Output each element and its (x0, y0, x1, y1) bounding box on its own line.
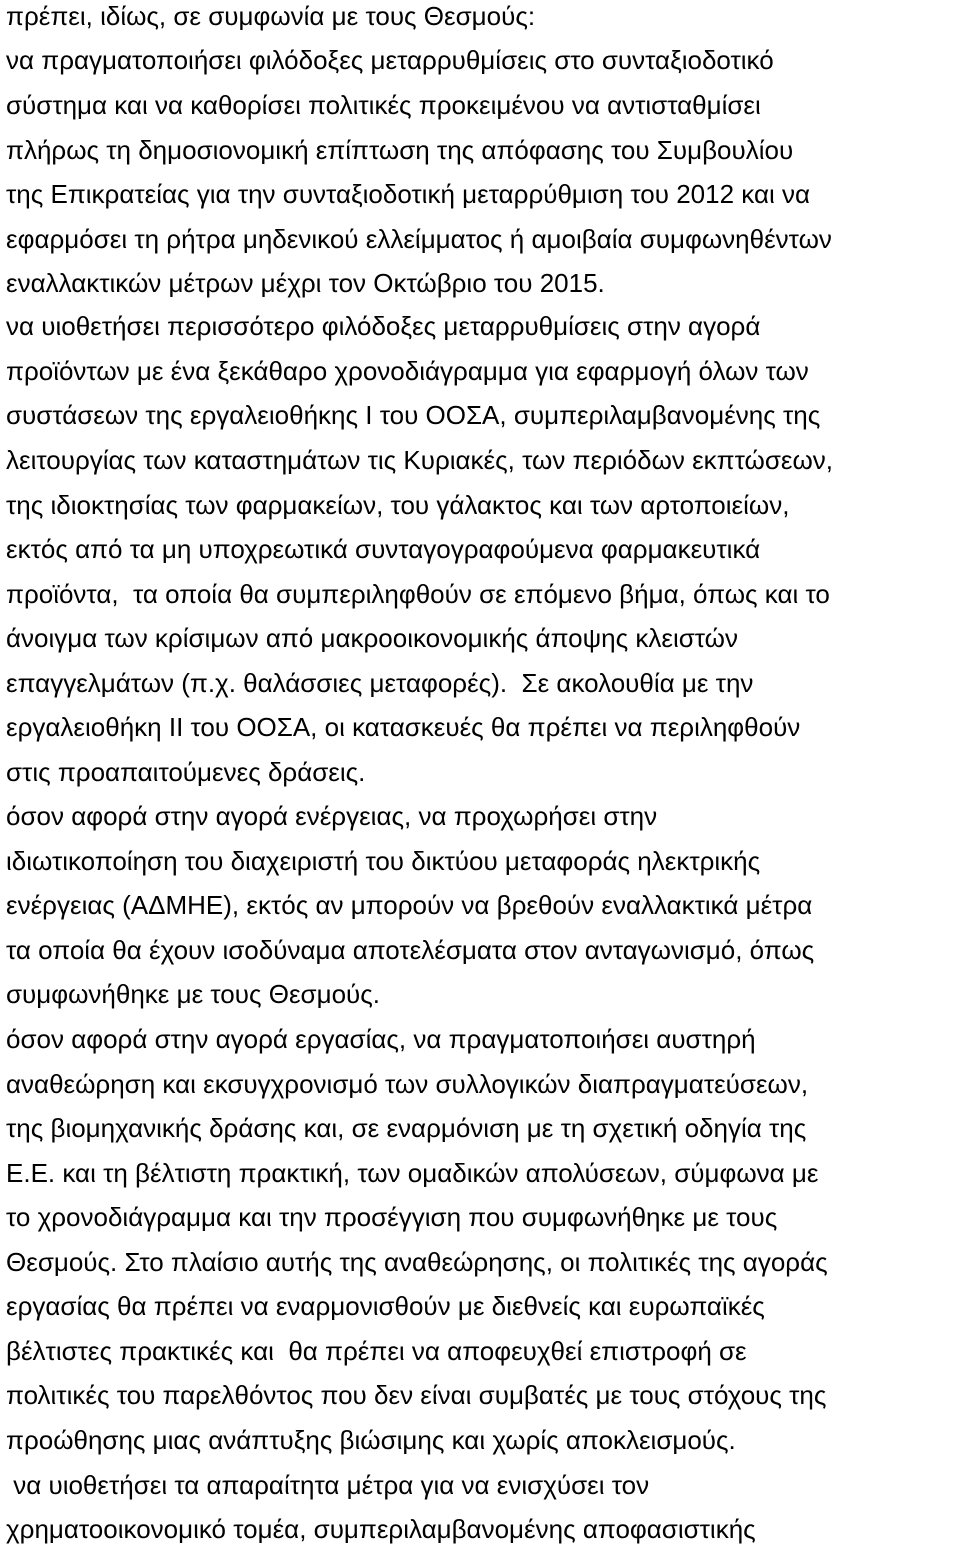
text-line: πλήρως τη δημοσιονομική επίπτωση της απόφασης του Συμβουλίου (6, 135, 794, 165)
text-line: το χρονοδιάγραμμα και την προσέγγιση που συμφωνήθηκε με τους (6, 1202, 778, 1232)
text-line: όσον αφορά στην αγορά εργασίας, να πραγματοποιήσει αυστηρή (6, 1024, 756, 1054)
text-line: να υιοθετήσει τα απαραίτητα μέτρα για να ενισχύσει τον (6, 1470, 650, 1500)
text-line: στις προαπαιτούμενες δράσεις. (6, 757, 366, 787)
text-line: προώθησης μιας ανάπτυξης βιώσιμης και χωρίς αποκλεισμούς. (6, 1425, 736, 1455)
text-line: συστάσεων της εργαλειοθήκης Ι του ΟΟΣΑ, συμπεριλαμβανομένης της (6, 400, 821, 430)
text-line: της Επικρατείας για την συνταξιοδοτική μεταρρύθμιση του 2012 και να (6, 179, 811, 209)
text-line: άνοιγμα των κρίσιμων από μακροοικονομικής άποψης κλειστών (6, 623, 738, 653)
text-line: να πραγματοποιήσει φιλόδοξες μεταρρυθμίσεις στο συνταξιοδοτικό (6, 45, 774, 75)
text-line: χρηματοοικονομικό τομέα, συμπεριλαμβανομένης αποφασιστικής (6, 1514, 756, 1544)
text-line: της βιομηχανικής δράσης και, σε εναρμόνιση με τη σχετική οδηγία της (6, 1113, 807, 1143)
text-line: εφαρμόσει τη ρήτρα μηδενικού ελλείμματος ή αμοιβαία συμφωνηθέντων (6, 224, 832, 254)
text-line: εκτός από τα μη υποχρεωτικά συνταγογραφούμενα φαρμακευτικά (6, 534, 761, 564)
text-line: επαγγελμάτων (π.χ. θαλάσσιες μεταφορές). Σε ακολουθία με την (6, 668, 754, 698)
text-line: εργαλειοθήκη ΙΙ του ΟΟΣΑ, οι κατασκευές θα πρέπει να περιληφθούν (6, 712, 801, 742)
text-line: Θεσμούς. Στο πλαίσιο αυτής της αναθεώρησης, οι πολιτικές της αγοράς (6, 1247, 828, 1277)
text-line: ιδιωτικοποίηση του διαχειριστή του δικτύου μεταφοράς ηλεκτρικής (6, 846, 761, 876)
text-line: Ε.Ε. και τη βέλτιστη πρακτική, των ομαδικών απολύσεων, σύμφωνα με (6, 1158, 819, 1188)
text-line: προϊόντων με ένα ξεκάθαρο χρονοδιάγραμμα για εφαρμογή όλων των (6, 356, 809, 386)
text-line: εναλλακτικών μέτρων μέχρι τον Οκτώβριο του 2015. (6, 268, 605, 298)
text-line: προϊόντα, τα οποία θα συμπεριληφθούν σε επόμενο βήμα, όπως και το (6, 579, 830, 609)
text-line: σύστημα και να καθορίσει πολιτικές προκειμένου να αντισταθμίσει (6, 90, 761, 120)
text-line: όσον αφορά στην αγορά ενέργειας, να προχωρήσει στην (6, 801, 658, 831)
text-line: να υιοθετήσει περισσότερο φιλόδοξες μεταρρυθμίσεις στην αγορά (6, 311, 761, 341)
text-line: συμφωνήθηκε με τους Θεσμούς. (6, 979, 381, 1009)
text-line: εργασίας θα πρέπει να εναρμονισθούν με διεθνείς και ευρωπαϊκές (6, 1291, 765, 1321)
text-line: της ιδιοκτησίας των φαρμακείων, του γάλακτος και των αρτοποιείων, (6, 490, 790, 520)
text-line: βέλτιστες πρακτικές και θα πρέπει να αποφευχθεί επιστροφή σε (6, 1336, 747, 1366)
text-line: πρέπει, ιδίως, σε συμφωνία με τους Θεσμούς: (6, 1, 536, 31)
text-line: ενέργειας (ΑΔΜΗΕ), εκτός αν μπορούν να βρεθούν εναλλακτικά μέτρα (6, 890, 813, 920)
text-line: πολιτικές του παρελθόντος που δεν είναι συμβατές με τους στόχους της (6, 1380, 827, 1410)
text-line: αναθεώρηση και εκσυγχρονισμό των συλλογικών διαπραγματεύσεων, (6, 1069, 809, 1099)
text-line: λειτουργίας των καταστημάτων τις Κυριακές, των περιόδων εκπτώσεων, (6, 445, 833, 475)
text-line: τα οποία θα έχουν ισοδύναμα αποτελέσματα στον ανταγωνισμό, όπως (6, 935, 815, 965)
